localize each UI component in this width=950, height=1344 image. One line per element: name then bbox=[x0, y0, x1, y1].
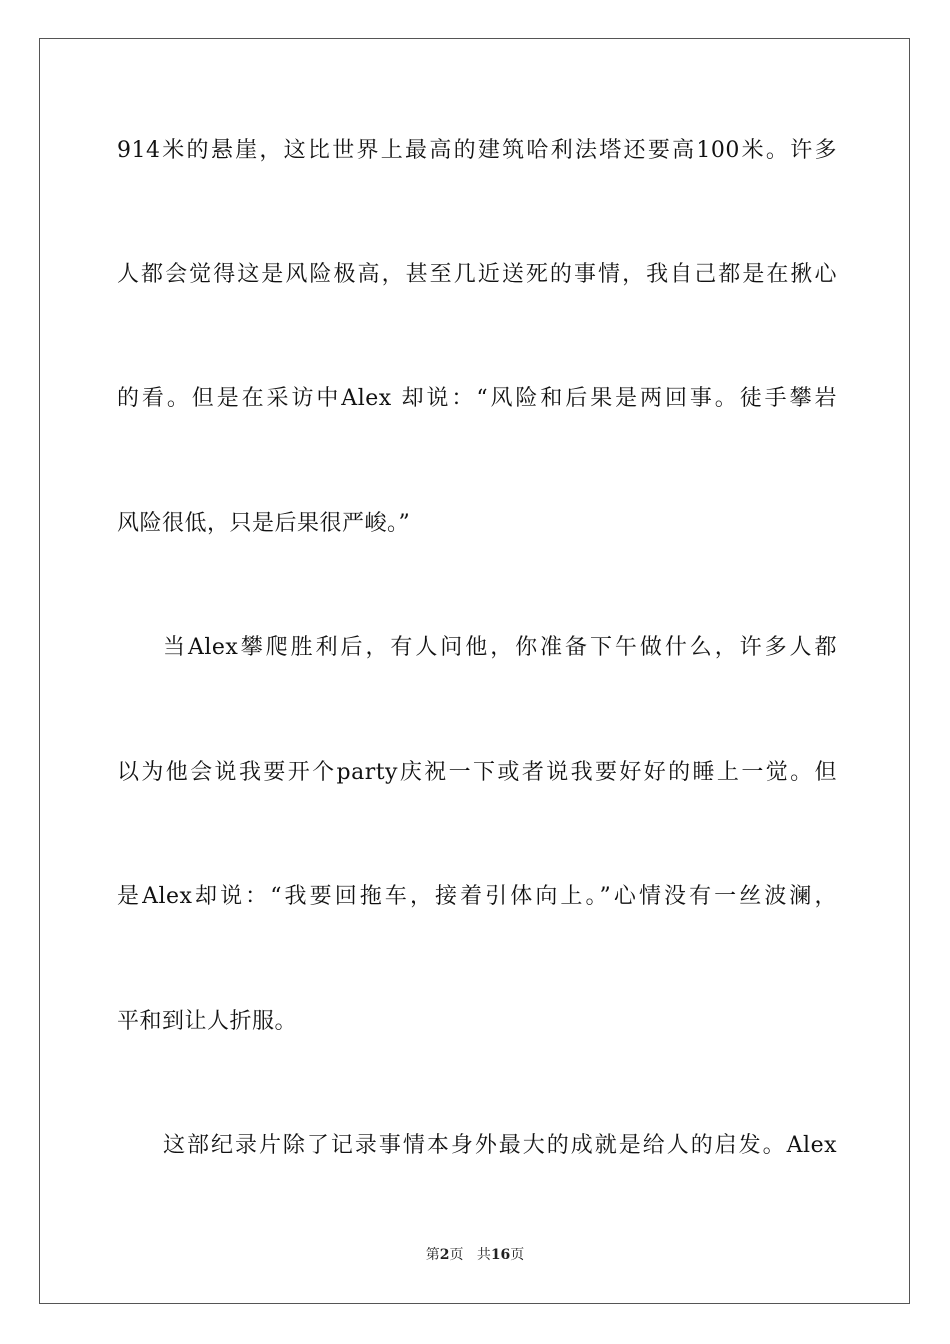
page-footer bbox=[0, 1246, 950, 1264]
paragraph-line-1: 914米的悬崖，这比世界上最高的建筑哈利法塔还要高100米。许多 bbox=[117, 138, 837, 163]
paragraph-line-5: 当Alex攀爬胜利后，有人问他，你准备下午做什么，许多人都 bbox=[163, 635, 837, 660]
paragraph-line-7: 是Alex却说：“我要回拖车，接着引体向上。”心情没有一丝波澜， bbox=[117, 884, 837, 909]
footer-page-suffix: 页 bbox=[449, 1247, 464, 1263]
footer-total-suffix: 页 bbox=[510, 1247, 525, 1263]
paragraph-line-3: 的看。但是在采访中Alex 却说：“风险和后果是两回事。徒手攀岩 bbox=[117, 386, 837, 411]
paragraph-line-2: 人都会觉得这是风险极高，甚至几近送死的事情，我自己都是在揪心 bbox=[117, 262, 837, 287]
paragraph-line-9: 这部纪录片除了记录事情本身外最大的成就是给人的启发。Alex bbox=[163, 1133, 837, 1158]
paragraph-line-8: 平和到让人折服。 bbox=[117, 1009, 298, 1034]
footer-page-number: 2 bbox=[439, 1247, 450, 1263]
paragraph-line-6: 以为他会说我要开个party庆祝一下或者说我要好好的睡上一觉。但 bbox=[117, 760, 837, 785]
page-frame bbox=[39, 38, 910, 1304]
paragraph-line-4: 风险很低，只是后果很严峻。” bbox=[117, 511, 411, 536]
footer-total-number: 16 bbox=[490, 1247, 511, 1263]
footer-total-prefix: 共 bbox=[476, 1247, 491, 1263]
footer-page-prefix: 第 bbox=[425, 1247, 440, 1263]
